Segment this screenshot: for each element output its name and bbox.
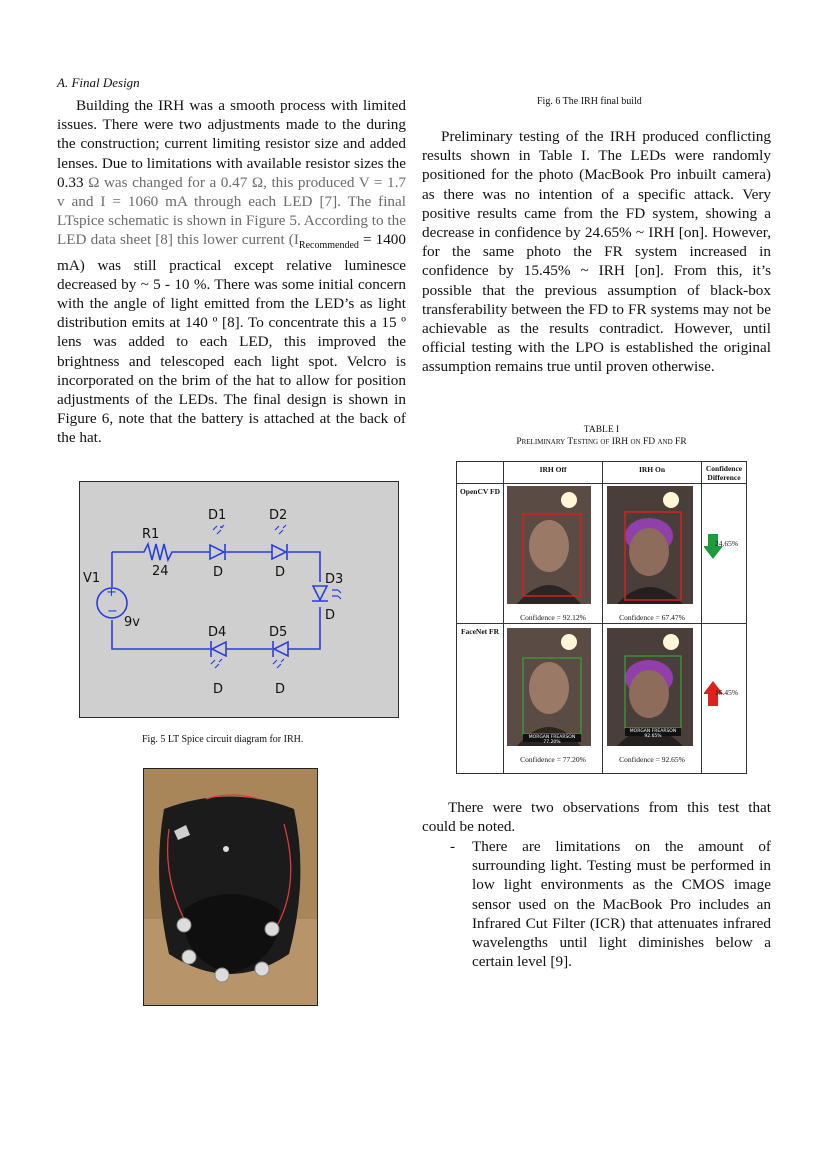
diode-d3 (312, 586, 328, 601)
omega-symbol: Ω (88, 173, 100, 191)
fig6-caption: Fig. 6 The IRH final build (537, 96, 642, 107)
diff-fd: 24.65% (715, 539, 739, 548)
circuit-svg (80, 482, 398, 717)
text-run-2: was changed for a 0.47 Ω, this produced V = 1.7 v and I = 1060 mA through each LED [7]. The final LTspice schematic is shown in Figure 5. According to the LED data sheet [8] this lower current (I (57, 173, 406, 249)
d2-label: D2 (269, 508, 288, 523)
conf-fd-off: Confidence = 92.12% (520, 613, 586, 622)
observations-intro-text: There were two observations from this test that could be noted. (422, 799, 771, 836)
d1-label: D1 (208, 508, 227, 523)
d5-model: D (275, 682, 286, 697)
header-irh-on: IRH On (638, 465, 666, 474)
hat-photo (143, 768, 318, 1006)
conf-fr-off: Confidence = 77.20% (520, 755, 586, 764)
results-text: Preliminary testing of the IRH produced conflicting results shown in Table I. The LEDs were randomly positioned for the photo (MacBook Pro inbuilt camera) as there was no intention of a specific attack. Very positive results came from the FD system, showing a decrease in confidence by 24.65% ~ IRH [on]. However, for the same photo the FR system increased in confidence by 15.45% ~ IRH [on]. From this, it’s possible that the previous assumption of black-box transferability between the FD to FR systems may not be achievable as the results contradict. However, until official testing with the LPO is established the original assumption remains true until proven otherwise. (422, 128, 771, 376)
subscript-recommended: Recommended (298, 240, 359, 252)
table-title: Preliminary Testing of IRH on FD and FR (516, 437, 687, 447)
diode-d5 (273, 641, 288, 657)
final-design-paragraph (57, 96, 406, 448)
conf-fd-on: Confidence = 67.47% (619, 613, 685, 622)
conf-fr-on: Confidence = 92.65% (619, 755, 685, 764)
text-run-1: Building the IRH was a smooth process with limited issues. There were two adjustments made to the during the construction; current limiting resistor size and added lenses. Due to limitations with available resistor sizes the 0.33 (57, 97, 406, 191)
bullet-text: There are limitations on the amount of surrounding light. Testing must be performed in low light environments as the CMOS image sensor used on the MacBook Pro includes an Infrared Cut Filter (ICR) that attenuates infrared wavelengths until light diminishes below a certain level [9]. (472, 838, 771, 971)
photo-fr-irh-off (507, 628, 591, 746)
battery-plus: + (106, 585, 117, 600)
battery-minus: − (107, 604, 118, 619)
row-label-facenet-fr: FaceNet FR (460, 627, 500, 636)
d5-label: D5 (269, 625, 288, 640)
observation-bullet (450, 837, 771, 971)
final-design-text (57, 96, 406, 448)
diff-fr: 15.45% (715, 688, 739, 697)
bullet-marker: - (450, 838, 456, 855)
tag-fr-off: MORGAN FREARSON 77.20% (528, 735, 576, 745)
results-paragraph (422, 127, 771, 377)
photo-fr-irh-on (607, 628, 693, 746)
v1-label: V1 (83, 571, 101, 586)
d4-model: D (213, 682, 224, 697)
d3-model: D (325, 608, 336, 623)
r1-value: 24 (152, 564, 169, 579)
table-title-block (456, 424, 747, 448)
section-heading: A. Final Design (57, 75, 140, 90)
photo-fd-irh-off (507, 486, 591, 604)
d4-label: D4 (208, 625, 227, 640)
d2-model: D (275, 565, 286, 580)
text-run-3: = 1400 mA) was still practical except relative luminesce decreased by ~ 5 - 10 %. There was some initial concern with the angle of light emitted from the LED’s as light distribution emits at 140 º [8]. To concentrate this a 15 º lens was added to each LED, this improved the brightness and telescoped each light spot. Velcro is incorporated on the brim of the hat to allow for position adjustments of the LEDs. The final design is shown in Figure 6, note that the battery is attached at the back of the hat. (57, 231, 406, 447)
diode-d1 (210, 544, 225, 560)
row-label-opencv-fd: OpenCV FD (459, 487, 501, 496)
fig5-caption: Fig. 5 LT Spice circuit diagram for IRH. (142, 734, 304, 745)
tag-fr-on: MORGAN FREARSON 92.65% (629, 729, 677, 739)
diode-d4 (211, 641, 226, 657)
table-label: TABLE I (583, 425, 620, 435)
header-confidence-difference: Confidence Difference (705, 464, 743, 482)
photo-fd-irh-on (607, 486, 693, 604)
r1-label: R1 (142, 527, 160, 542)
observations-intro (422, 798, 771, 836)
diode-d2 (272, 544, 287, 560)
results-table (456, 461, 747, 774)
header-irh-off: IRH Off (539, 465, 567, 474)
hat-illustration (144, 769, 317, 1005)
d1-model: D (213, 565, 224, 580)
circuit-diagram (79, 481, 399, 718)
v1-value: 9v (124, 615, 140, 630)
d3-label: D3 (325, 572, 344, 587)
